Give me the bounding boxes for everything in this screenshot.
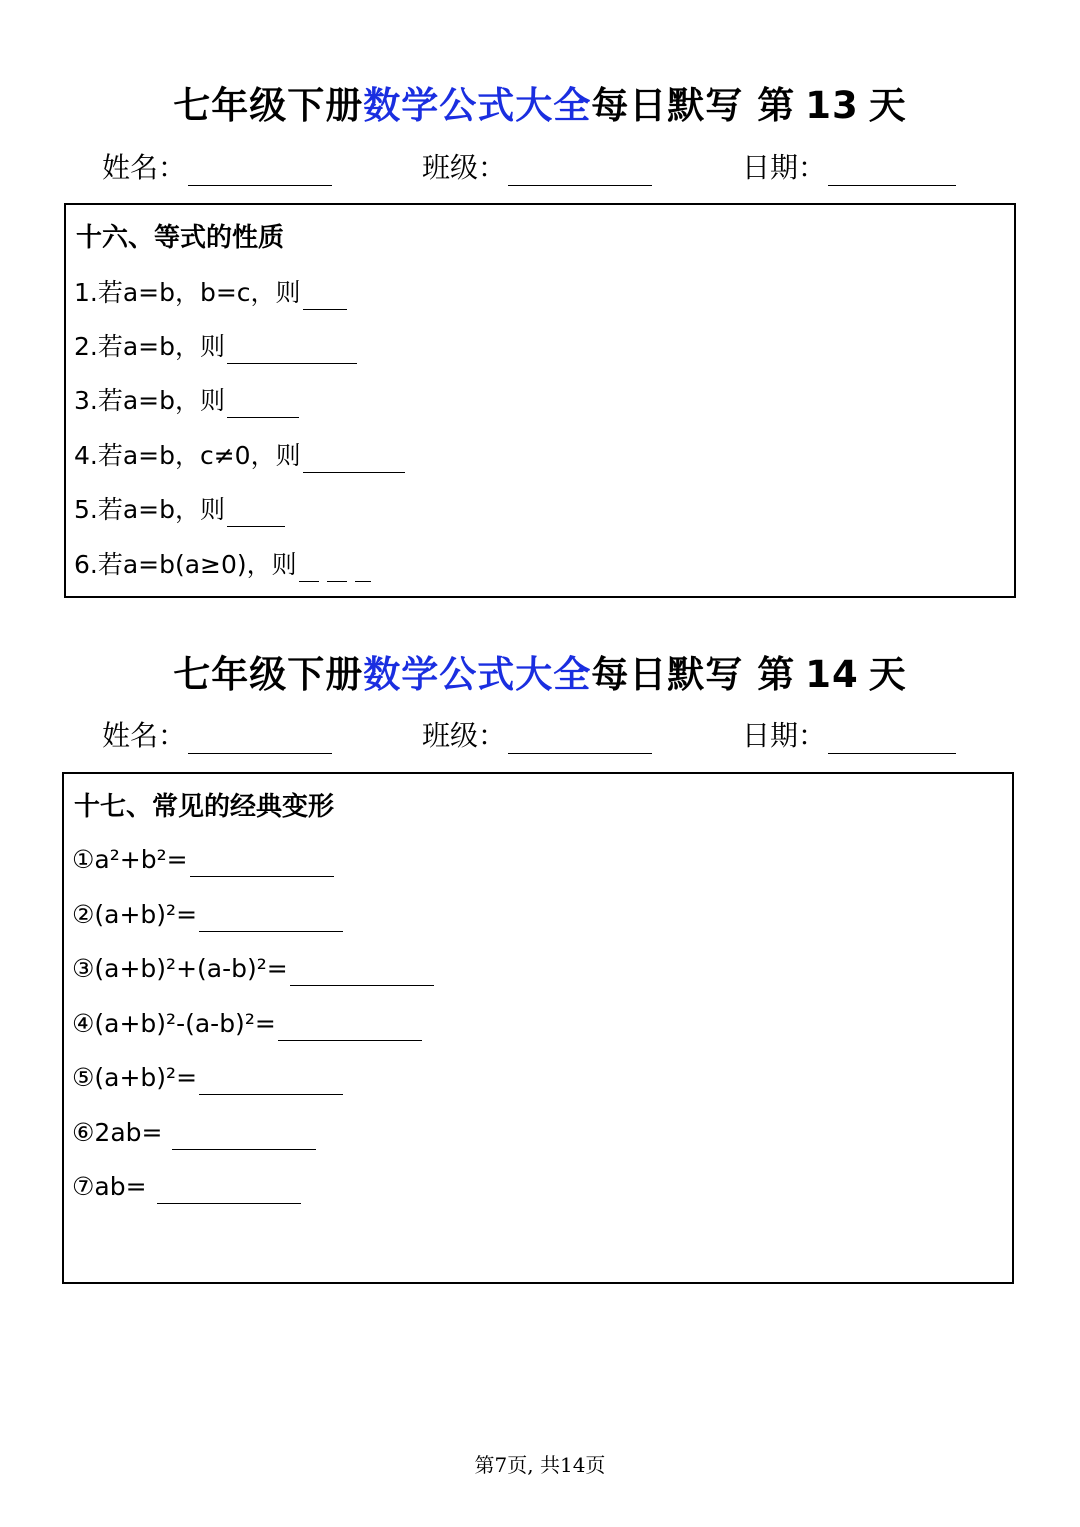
answer-blank[interactable] <box>303 446 405 473</box>
item-text: 3.若a=b，则 <box>74 386 225 415</box>
item-text: ②(a+b)²= <box>72 900 198 929</box>
answer-blank[interactable] <box>299 555 319 582</box>
date-blank[interactable] <box>828 157 956 186</box>
date-label: 日期： <box>742 719 827 752</box>
class-blank[interactable] <box>508 157 652 186</box>
title-prefix: 七年级下册 <box>173 653 364 696</box>
class-field[interactable] <box>422 718 652 754</box>
answer-blank[interactable] <box>227 391 299 418</box>
title-prefix: 七年级下册 <box>173 84 364 127</box>
title-day-number: 13 <box>805 84 859 127</box>
title-day-word: 第 <box>757 653 796 696</box>
answer-blank[interactable] <box>157 1177 301 1204</box>
answer-blank[interactable] <box>199 905 343 932</box>
section-title: 十六、等式的性质 <box>76 223 285 253</box>
title-day-unit: 天 <box>868 84 907 127</box>
list-item <box>72 1007 422 1041</box>
date-blank[interactable] <box>828 725 956 754</box>
title-day-word: 第 <box>757 84 796 127</box>
item-text: ④(a+b)²-(a-b)²= <box>72 1009 276 1038</box>
item-text: 1.若a=b，b=c，则 <box>74 278 301 307</box>
title-day-unit: 天 <box>868 653 907 696</box>
answer-blank[interactable] <box>227 337 357 364</box>
answer-blank[interactable] <box>227 500 285 527</box>
list-item <box>72 1116 316 1150</box>
answer-blank[interactable] <box>290 959 434 986</box>
item-text: ③(a+b)²+(a-b)²= <box>72 954 288 983</box>
list-item <box>74 493 285 527</box>
answer-blank[interactable] <box>327 555 347 582</box>
title-suffix: 每日默写 <box>591 84 744 127</box>
question-box <box>62 772 1014 1284</box>
list-item <box>72 952 434 986</box>
class-label: 班级： <box>422 151 507 184</box>
class-label: 班级： <box>422 719 507 752</box>
list-item <box>72 843 334 877</box>
answer-blank[interactable] <box>278 1014 422 1041</box>
list-item <box>74 548 371 582</box>
list-item <box>72 1170 301 1204</box>
date-field[interactable] <box>742 150 956 186</box>
class-field[interactable] <box>422 150 652 186</box>
answer-blank[interactable] <box>199 1068 343 1095</box>
list-item <box>72 1061 343 1095</box>
sheet-title <box>0 653 1080 697</box>
list-item <box>74 330 357 364</box>
question-box <box>64 203 1016 598</box>
item-text: 2.若a=b，则 <box>74 332 225 361</box>
item-text: ⑦ab= <box>72 1172 155 1201</box>
name-label: 姓名： <box>102 151 187 184</box>
item-text: ①a²+b²= <box>72 845 188 874</box>
list-item <box>74 439 405 473</box>
name-label: 姓名： <box>102 719 187 752</box>
name-field[interactable] <box>102 150 332 186</box>
sheet-title <box>0 84 1080 128</box>
item-text: ⑥2ab= <box>72 1118 171 1147</box>
section-title: 十七、常见的经典变形 <box>74 792 335 822</box>
title-highlight: 数学公式大全 <box>363 653 592 696</box>
title-highlight: 数学公式大全 <box>363 84 592 127</box>
list-item <box>72 898 343 932</box>
list-item <box>74 384 299 418</box>
item-text: 5.若a=b，则 <box>74 495 225 524</box>
date-field[interactable] <box>742 718 956 754</box>
class-blank[interactable] <box>508 725 652 754</box>
answer-blank[interactable] <box>190 850 334 877</box>
answer-blank[interactable] <box>355 555 371 582</box>
title-suffix: 每日默写 <box>591 653 744 696</box>
name-blank[interactable] <box>188 157 332 186</box>
page-footer: 第7页, 共14页 <box>474 1453 606 1477</box>
list-item <box>74 276 347 310</box>
item-text: 6.若a=b(a≥0)，则 <box>74 550 297 579</box>
item-text: 4.若a=b，c≠0，则 <box>74 441 301 470</box>
name-field[interactable] <box>102 718 332 754</box>
title-day-number: 14 <box>805 653 859 696</box>
answer-blank[interactable] <box>303 283 347 310</box>
item-text: ⑤(a+b)²= <box>72 1063 198 1092</box>
name-blank[interactable] <box>188 725 332 754</box>
answer-blank[interactable] <box>172 1123 316 1150</box>
date-label: 日期： <box>742 151 827 184</box>
